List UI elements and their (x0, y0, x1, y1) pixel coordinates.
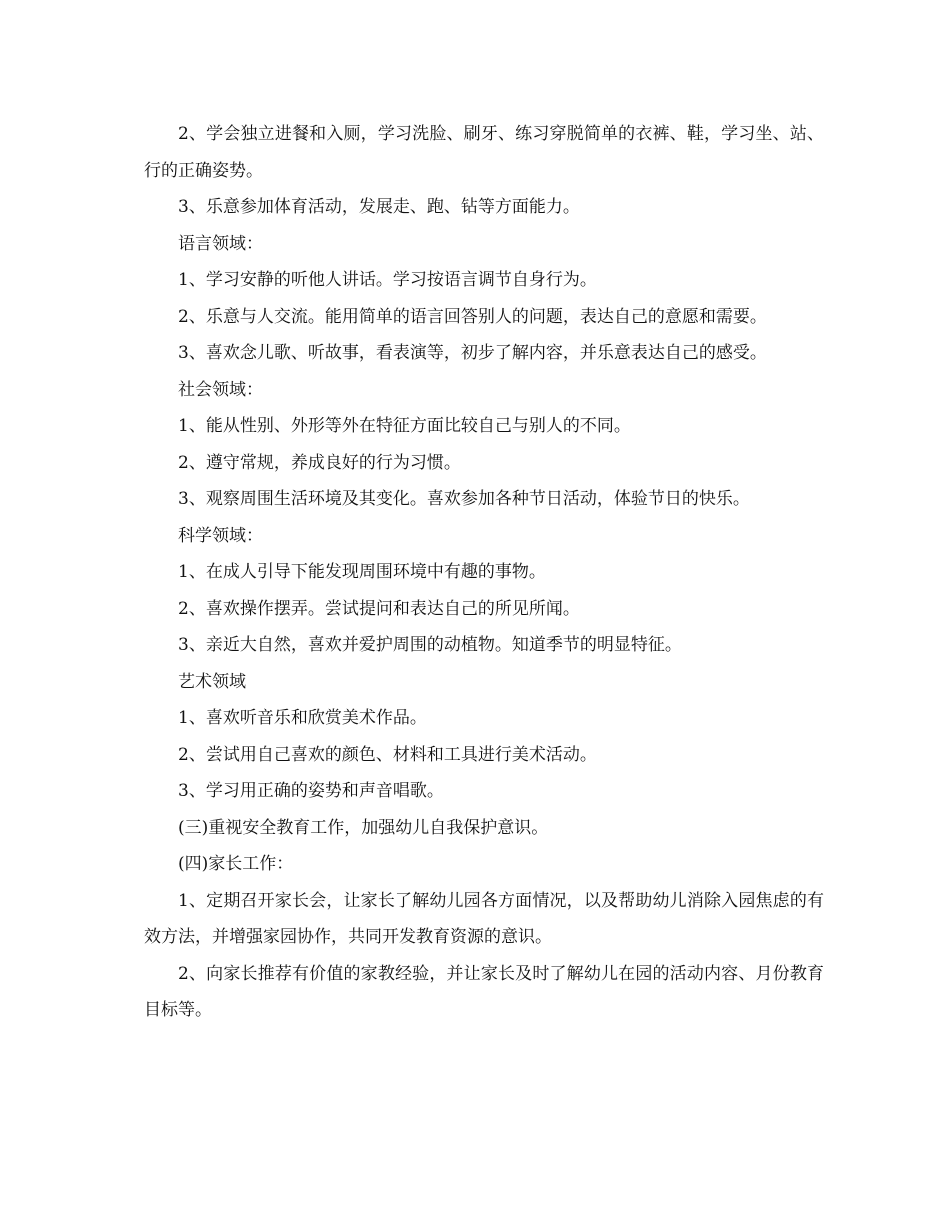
paragraph-art-2: 2、尝试用自己喜欢的颜色、材料和工具进行美术活动。 (178, 744, 597, 765)
paragraph-science-3: 3、亲近大自然，喜欢并爱护周围的动植物。知道季节的明显特征。 (178, 635, 682, 655)
paragraph-language-2: 2、乐意与人交流。能用简单的语言回答别人的问题，表达自己的意愿和需要。 (178, 306, 767, 327)
paragraph-science-1: 1、在成人引导下能发现周围环境中有趣的事物。 (178, 562, 546, 582)
paragraph-language-3: 3、喜欢念儿歌、听故事，看表演等，初步了解内容，并乐意表达自己的感受。 (178, 343, 767, 363)
heading-society: 社会领域： (178, 379, 263, 400)
heading-language: 语言领域： (178, 233, 263, 254)
paragraph-self-care: 2、学会独立进餐和入厕，学习洗脸、刷牙、练习穿脱简单的衣裤、鞋，学习坐、站、行的正确姿势。 (144, 124, 824, 181)
paragraph-parents-1: 1、定期召开家长会，让家长了解幼儿园各方面情况，以及帮助幼儿消除入园焦虑的有效方法，并增强家园协作，共同开发教育资源的意识。 (144, 890, 824, 947)
paragraph-society-2: 2、遵守常规，养成良好的行为习惯。 (178, 452, 461, 473)
document-body (144, 116, 824, 1029)
heading-safety: (三)重视安全教育工作，加强幼儿自我保护意识。 (178, 817, 549, 838)
paragraph-society-1: 1、能从性别、外形等外在特征方面比较自己与别人的不同。 (178, 416, 631, 436)
paragraph-sports: 3、乐意参加体育活动，发展走、跑、钻等方面能力。 (178, 197, 580, 217)
paragraph-art-3: 3、学习用正确的姿势和声音唱歌。 (178, 781, 444, 801)
paragraph-language-1: 1、学习安静的听他人讲话。学习按语言调节自身行为。 (178, 270, 597, 290)
paragraph-art-1: 1、喜欢听音乐和欣赏美术作品。 (178, 708, 427, 728)
heading-art: 艺术领域 (178, 671, 246, 692)
paragraph-society-3: 3、观察周围生活环境及其变化。喜欢参加各种节日活动，体验节日的快乐。 (178, 489, 750, 509)
paragraph-science-2: 2、喜欢操作摆弄。尝试提问和表达自己的所见所闻。 (178, 598, 580, 619)
paragraph-parents-2: 2、向家长推荐有价值的家教经验，并让家长及时了解幼儿在园的活动内容、月份教育目标等。 (144, 963, 824, 1020)
heading-science: 科学领域： (178, 525, 263, 546)
heading-parents: (四)家长工作： (178, 854, 294, 874)
